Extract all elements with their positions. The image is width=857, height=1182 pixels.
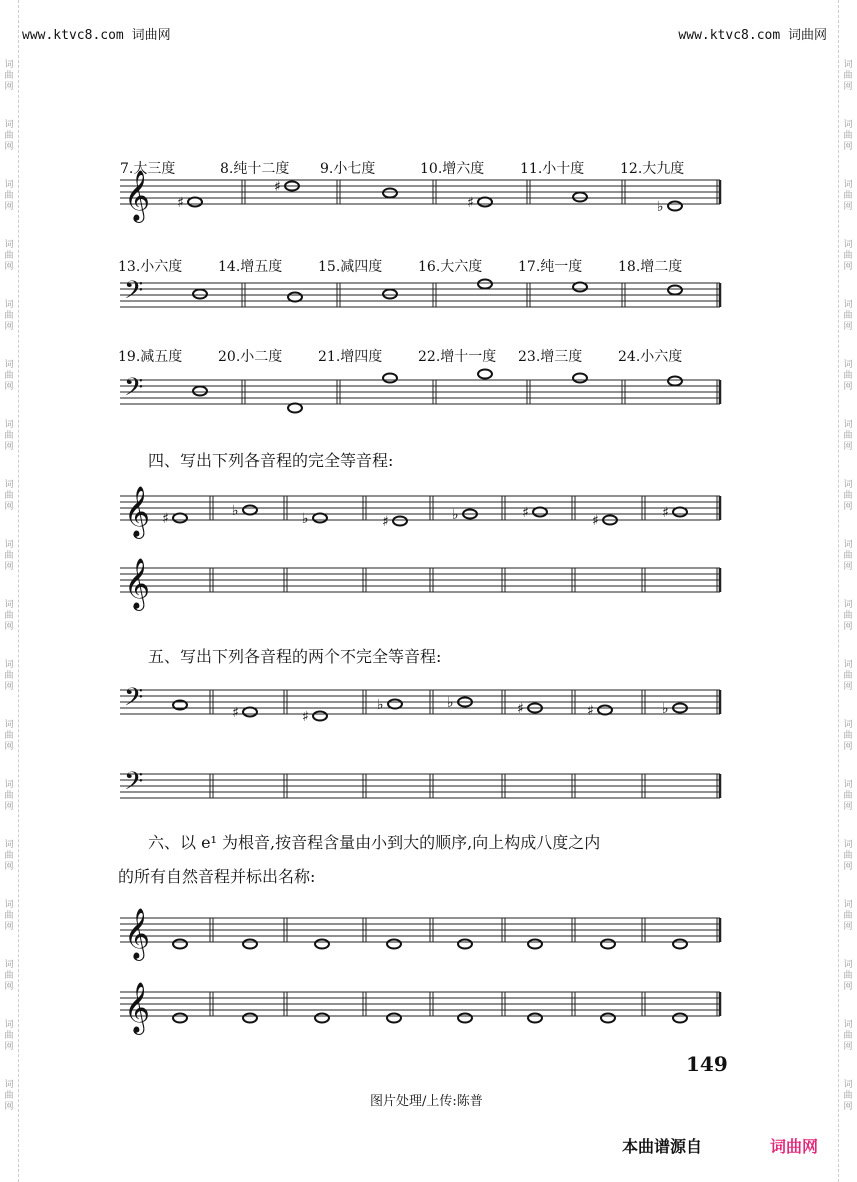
- bass-clef-icon: 𝄢: [124, 276, 144, 311]
- whole-note: [315, 940, 329, 949]
- interval-label: 12.大九度: [620, 161, 685, 177]
- watermark-glyph-group: 词 曲 网: [4, 900, 14, 932]
- treble-clef-icon: 𝄞: [124, 558, 151, 609]
- sharp-icon: ♯: [662, 505, 669, 521]
- whole-note: [601, 1014, 615, 1023]
- watermark-glyph-group: 词 曲 网: [4, 120, 14, 152]
- interval-label: 23.增三度: [518, 349, 583, 365]
- watermark-glyph-group: 词 曲 网: [843, 1020, 853, 1052]
- treble-clef-icon: 𝄞: [124, 908, 151, 959]
- sharp-icon: ♯: [177, 195, 184, 211]
- header-right-url[interactable]: www.ktvc8.com 词曲网: [678, 28, 827, 43]
- whole-note: [243, 708, 257, 717]
- whole-note: [173, 514, 187, 523]
- watermark-glyph-group: 词 曲 网: [4, 840, 14, 872]
- interval-label: 14.增五度: [218, 259, 283, 275]
- watermark-glyph-group: 词 曲 网: [4, 420, 14, 452]
- watermark-glyph-group: 词 曲 网: [843, 600, 853, 632]
- flat-icon: ♭: [657, 199, 664, 215]
- whole-note: [668, 202, 682, 211]
- whole-note: [533, 508, 547, 517]
- bass-clef-icon: 𝄢: [124, 767, 144, 802]
- whole-note: [573, 374, 587, 383]
- sharp-icon: ♯: [274, 179, 281, 195]
- footer-source: 本曲谱源自: [622, 1137, 703, 1156]
- watermark-glyph-group: 词 曲 网: [843, 840, 853, 872]
- watermark-glyph-group: 词 曲 网: [843, 240, 853, 272]
- watermark-glyph-group: 词 曲 网: [4, 480, 14, 512]
- flat-icon: ♭: [447, 695, 454, 711]
- flat-icon: ♭: [377, 697, 384, 713]
- whole-note: [478, 198, 492, 207]
- treble-clef-icon: 𝄞: [124, 486, 151, 537]
- interval-label: 24.小六度: [618, 349, 683, 365]
- watermark-glyph-group: 词 曲 网: [4, 660, 14, 692]
- whole-note: [673, 940, 687, 949]
- interval-label: 13.小六度: [118, 259, 183, 275]
- watermark-glyph-group: 词 曲 网: [843, 480, 853, 512]
- interval-label: 9.小七度: [320, 161, 376, 177]
- whole-note: [243, 940, 257, 949]
- whole-note: [193, 387, 207, 396]
- whole-note: [383, 374, 397, 383]
- section-6-heading-cont: 的所有自然音程并标出名称:: [118, 867, 316, 886]
- whole-note: [188, 198, 202, 207]
- watermark-glyph-group: 词 曲 网: [4, 60, 14, 92]
- interval-label: 18.增二度: [618, 259, 683, 275]
- bass-clef-icon: 𝄢: [124, 683, 144, 718]
- whole-note: [288, 404, 302, 413]
- treble-clef-icon: 𝄞: [124, 170, 151, 221]
- whole-note: [601, 940, 615, 949]
- flat-icon: ♭: [232, 503, 239, 519]
- section-4-heading: 四、写出下列各音程的完全等音程:: [148, 451, 394, 470]
- whole-note: [668, 286, 682, 295]
- flat-icon: ♭: [662, 701, 669, 717]
- whole-note: [673, 508, 687, 517]
- flat-icon: ♭: [302, 511, 309, 527]
- whole-note: [387, 940, 401, 949]
- whole-note: [458, 940, 472, 949]
- sharp-icon: ♯: [592, 513, 599, 529]
- watermark-glyph-group: 词 曲 网: [4, 540, 14, 572]
- watermark-glyph-group: 词 曲 网: [4, 360, 14, 392]
- whole-note: [528, 1014, 542, 1023]
- sharp-icon: ♯: [587, 703, 594, 719]
- watermark-glyph-group: 词 曲 网: [843, 1080, 853, 1112]
- sharp-icon: ♯: [232, 705, 239, 721]
- interval-label: 19.减五度: [118, 349, 183, 365]
- watermark-glyph-group: 词 曲 网: [843, 60, 853, 92]
- interval-label: 10.增六度: [420, 161, 485, 177]
- sharp-icon: ♯: [522, 505, 529, 521]
- page-number: 149: [686, 1052, 728, 1076]
- watermark-glyph-group: 词 曲 网: [843, 780, 853, 812]
- whole-note: [458, 1014, 472, 1023]
- watermark-glyph-group: 词 曲 网: [843, 420, 853, 452]
- whole-note: [393, 517, 407, 526]
- whole-note: [383, 189, 397, 198]
- watermark-glyph-group: 词 曲 网: [843, 120, 853, 152]
- interval-label: 11.小十度: [520, 161, 585, 177]
- watermark-glyph-group: 词 曲 网: [4, 600, 14, 632]
- whole-note: [313, 712, 327, 721]
- section-6-heading: 六、以 e¹ 为根音,按音程含量由小到大的顺序,向上构成八度之内: [148, 833, 601, 852]
- whole-note: [478, 280, 492, 289]
- bass-clef-icon: 𝄢: [124, 373, 144, 408]
- watermark-glyph-group: 词 曲 网: [843, 720, 853, 752]
- watermark-glyph-group: 词 曲 网: [4, 1020, 14, 1052]
- watermark-glyph-group: 词 曲 网: [4, 720, 14, 752]
- header-left-url[interactable]: www.ktvc8.com 词曲网: [22, 28, 171, 43]
- interval-label: 16.大六度: [418, 259, 483, 275]
- whole-note: [173, 940, 187, 949]
- whole-note: [388, 700, 402, 709]
- footer-brand[interactable]: 词曲网: [770, 1137, 819, 1156]
- section-5-heading: 五、写出下列各音程的两个不完全等音程:: [148, 647, 442, 666]
- interval-label: 21.增四度: [318, 349, 383, 365]
- whole-note: [243, 506, 257, 515]
- watermark-glyph-group: 词 曲 网: [843, 540, 853, 572]
- flat-icon: ♭: [452, 507, 459, 523]
- whole-note: [668, 377, 682, 386]
- sharp-icon: ♯: [162, 511, 169, 527]
- sharp-icon: ♯: [517, 701, 524, 717]
- whole-note: [193, 290, 207, 299]
- watermark-glyph-group: 词 曲 网: [843, 660, 853, 692]
- watermark-glyph-group: 词 曲 网: [843, 300, 853, 332]
- watermark-glyph-group: 词 曲 网: [843, 360, 853, 392]
- whole-note: [528, 940, 542, 949]
- whole-note: [573, 193, 587, 202]
- whole-note: [243, 1014, 257, 1023]
- whole-note: [288, 293, 302, 302]
- whole-note: [598, 706, 612, 715]
- whole-note: [383, 290, 397, 299]
- watermark-glyph-group: 词 曲 网: [843, 180, 853, 212]
- watermark-glyph-group: 词 曲 网: [4, 240, 14, 272]
- sharp-icon: ♯: [467, 195, 474, 211]
- interval-label: 7.大三度: [120, 161, 176, 177]
- whole-note: [315, 1014, 329, 1023]
- sharp-icon: ♯: [382, 514, 389, 530]
- credit-line: 图片处理/上传:陈普: [370, 1094, 483, 1109]
- interval-label: 20.小二度: [218, 349, 283, 365]
- interval-label: 15.减四度: [318, 259, 383, 275]
- whole-note: [673, 1014, 687, 1023]
- watermark-glyph-group: 词 曲 网: [4, 180, 14, 212]
- interval-label: 22.增十一度: [418, 349, 497, 365]
- whole-note: [573, 283, 587, 292]
- watermark-glyph-group: 词 曲 网: [4, 960, 14, 992]
- interval-label: 17.纯一度: [518, 259, 583, 275]
- watermark-glyph-group: 词 曲 网: [4, 300, 14, 332]
- watermark-glyph-group: 词 曲 网: [4, 1080, 14, 1112]
- sharp-icon: ♯: [302, 709, 309, 725]
- interval-label: 8.纯十二度: [220, 161, 290, 177]
- whole-note: [313, 514, 327, 523]
- watermark-glyph-group: 词 曲 网: [843, 960, 853, 992]
- whole-note: [387, 1014, 401, 1023]
- watermark-glyph-group: 词 曲 网: [843, 900, 853, 932]
- treble-clef-icon: 𝄞: [124, 982, 151, 1033]
- whole-note: [173, 1014, 187, 1023]
- whole-note: [478, 370, 492, 379]
- watermark-glyph-group: 词 曲 网: [4, 780, 14, 812]
